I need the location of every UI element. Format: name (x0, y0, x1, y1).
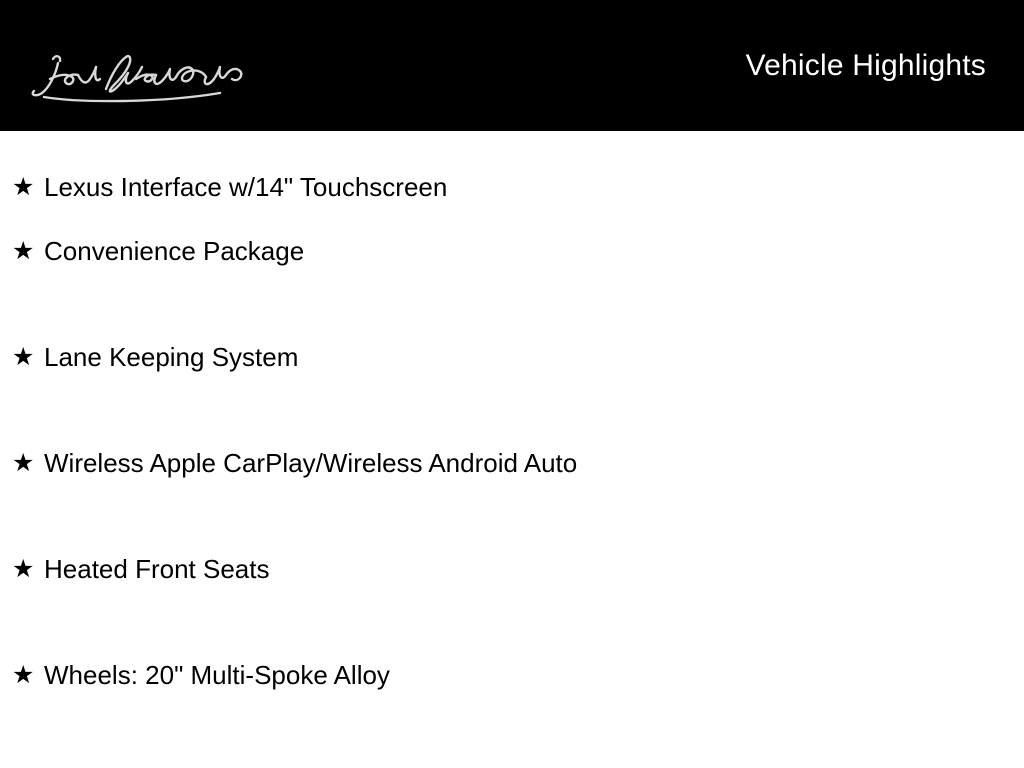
star-icon: ★ (12, 555, 35, 583)
highlight-label: Wheels: 20" Multi-Spoke Alloy (44, 660, 390, 690)
list-item (0, 237, 1024, 343)
star-icon: ★ (12, 449, 35, 477)
jim-hudson-logo (20, 39, 250, 99)
page-header (0, 0, 1024, 131)
list-item (0, 131, 1024, 237)
list-item (0, 661, 1024, 767)
page-title: Vehicle Highlights (745, 48, 986, 82)
vehicle-highlights-list (0, 131, 1024, 767)
highlight-label: Lane Keeping System (44, 342, 299, 372)
star-icon: ★ (12, 661, 35, 689)
highlight-label: Lexus Interface w/14" Touchscreen (44, 172, 448, 202)
star-icon: ★ (12, 237, 35, 265)
star-icon: ★ (12, 173, 35, 201)
list-item (0, 449, 1024, 555)
highlight-label: Heated Front Seats (44, 554, 270, 584)
star-icon: ★ (12, 343, 35, 371)
highlight-label: Wireless Apple CarPlay/Wireless Android Auto (44, 448, 578, 478)
list-item (0, 555, 1024, 661)
highlight-label: Convenience Package (44, 236, 305, 266)
list-item (0, 343, 1024, 449)
